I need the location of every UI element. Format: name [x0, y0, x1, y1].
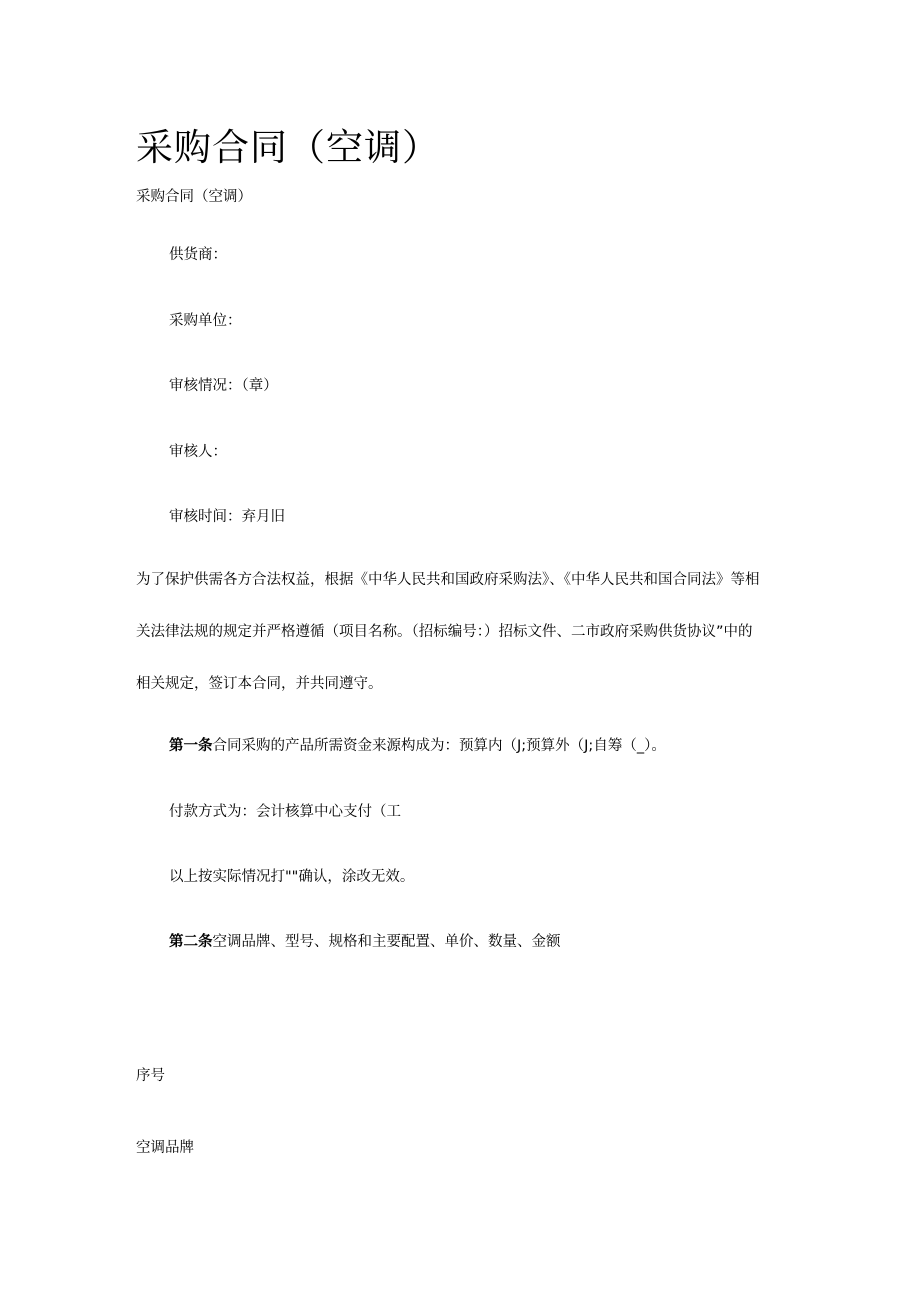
table-header-serial: 序号 — [136, 1068, 165, 1084]
review-status-field: 审核情况：（章） — [169, 378, 278, 394]
confirm-note: 以上按实际情况打""确认，涂改无效。 — [169, 869, 415, 885]
article-2-text: 空调品牌、型号、规格和主要配置、单价、数量、金额 — [212, 934, 561, 950]
article-2-heading: 第二条 — [169, 934, 213, 950]
document-title: 采购合同（空调） — [136, 126, 440, 169]
preamble-line: 关法律法规的规定并严格遵循（项目名称。（招标编号：）招标文件、二市政府采购供货协议”中的 — [136, 624, 753, 640]
payment-method: 付款方式为：会计核算中心支付（工 — [169, 804, 401, 820]
preamble-line: 相关规定，签订本合同，并共同遵守。 — [136, 676, 383, 692]
article-1-text: 合同采购的产品所需资金来源构成为：预算内（J;预算外（J;自筹（_）。 — [212, 738, 666, 754]
article-1-heading: 第一条 — [169, 738, 213, 754]
table-header-brand: 空调品牌 — [136, 1140, 194, 1156]
article-2 — [169, 932, 561, 952]
article-1 — [169, 736, 666, 756]
purchaser-field: 采购单位： — [169, 313, 242, 329]
preamble-paragraph — [136, 570, 788, 726]
reviewer-field: 审核人： — [169, 444, 227, 460]
supplier-field: 供货商： — [169, 247, 227, 263]
preamble-line: 为了保护供需各方合法权益，根据《中华人民共和国政府采购法》、《中华人民共和国合同法》等相 — [136, 572, 760, 588]
review-time-field: 审核时间：弃月旧 — [169, 509, 285, 525]
document-subtitle: 采购合同（空调） — [136, 189, 252, 205]
